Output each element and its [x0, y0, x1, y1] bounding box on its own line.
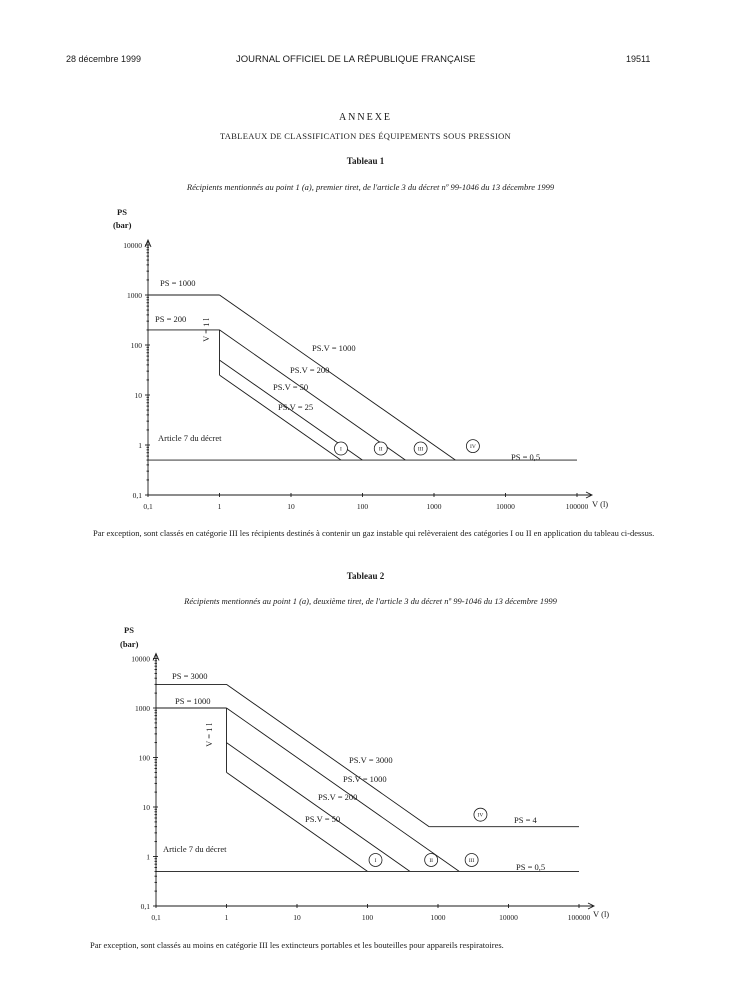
v-line-label: V = 1 l — [204, 723, 214, 747]
category-marker — [369, 853, 382, 866]
header-date: 28 décembre 1999 — [66, 54, 142, 64]
y-tick-label: 1 — [146, 852, 150, 862]
y-tick-label: 10 — [134, 391, 142, 400]
series-label: PS.V = 25 — [278, 402, 314, 412]
series-label: PS.V = 1000 — [343, 774, 387, 784]
x-tick-label: 100 — [361, 913, 374, 922]
y-tick-label: 100 — [130, 341, 142, 350]
v-line-label: V = 1 l — [201, 318, 211, 342]
ps-mid-label: PS = 4 — [514, 815, 537, 825]
y-tick-label: 10000 — [123, 241, 142, 250]
y-axis-label: PS — [124, 625, 134, 635]
header-page: 19511 — [626, 54, 651, 64]
series-ps-v-50 — [227, 772, 368, 871]
article-label: Article 7 du décret — [163, 844, 227, 854]
series-label: PS.V = 200 — [318, 792, 358, 802]
category-marker — [465, 853, 478, 866]
table2-title: Tableau 2 — [346, 571, 385, 581]
y-tick-label: 1000 — [135, 704, 150, 713]
article-label: Article 7 du décret — [158, 433, 222, 443]
x-tick-label: 10 — [293, 913, 301, 922]
y-tick-label: 100 — [138, 753, 150, 763]
x-axis-label: V (l) — [592, 499, 609, 509]
category-label: II — [378, 446, 383, 453]
x-tick-label: 1 — [224, 913, 229, 922]
series-ps-v-1000 — [227, 708, 460, 871]
series-label: PS.V = 200 — [290, 365, 330, 375]
header-journal: JOURNAL OFFICIEL DE LA RÉPUBLIQUE FRANÇAISE — [236, 54, 476, 65]
table1-title: Tableau 1 — [346, 156, 385, 166]
table2-note: Par exception, sont classés au moins en catégorie III les extincteurs portables et les bouteilles pour appareils respiratoires. — [90, 940, 504, 950]
category-label: I — [340, 446, 342, 453]
series-label: PS.V = 1000 — [312, 343, 356, 353]
y-tick-label: 1 — [138, 441, 142, 450]
series-label: PS = 1000 — [175, 696, 211, 706]
x-tick-label: 1000 — [426, 502, 442, 511]
category-label: III — [417, 446, 424, 453]
table1-note: Par exception, sont classés en catégorie III les récipients destinés à contenir un gaz instable qui relèveraient des catégories I ou II en application du tableau ci-dessus. — [93, 528, 655, 538]
x-tick-label: 1 — [217, 502, 222, 511]
series-label: PS.V = 3000 — [349, 755, 393, 765]
category-label: IV — [469, 444, 476, 451]
x-tick-label: 10000 — [499, 913, 518, 922]
x-tick-label: 10 — [287, 502, 295, 511]
category-marker — [474, 808, 487, 821]
ps-low-label: PS = 0,5 — [511, 452, 541, 462]
category-label: I — [374, 857, 377, 864]
annexe-title: ANNEXE — [338, 112, 393, 123]
x-tick-label: 0,1 — [143, 502, 153, 511]
annexe-subtitle: TABLEAUX DE CLASSIFICATION DES ÉQUIPEMENTS SOUS PRESSION — [220, 131, 511, 141]
series-label: PS = 3000 — [172, 671, 208, 681]
x-tick-label: 100000 — [567, 913, 591, 922]
y-tick-label: 10 — [142, 803, 150, 812]
y-tick-label: 10000 — [131, 654, 150, 664]
x-tick-label: 10000 — [496, 502, 515, 511]
y-tick-label: 0,1 — [132, 491, 142, 500]
x-tick-label: 0,1 — [151, 913, 161, 922]
y-axis-unit: (bar) — [113, 220, 132, 230]
series-label: PS = 200 — [155, 314, 187, 324]
series-label: PS.V = 50 — [273, 382, 309, 392]
series-ps-v-3000 — [227, 684, 430, 826]
x-axis-label: V (l) — [593, 909, 610, 919]
table2-caption: Récipients mentionnés au point 1 (a), deuxième tiret, de l'article 3 du décret nº 99-1046 du 13 décembre 1999 — [184, 596, 557, 606]
y-axis-label: PS — [117, 207, 127, 217]
category-marker — [425, 853, 438, 866]
y-tick-label: 0,1 — [140, 902, 150, 911]
x-tick-label: 100000 — [565, 502, 589, 511]
table1-caption: Récipients mentionnés au point 1 (a), premier tiret, de l'article 3 du décret nº 99-1046 du 13 décembre 1999 — [186, 182, 555, 192]
series-label: PS.V = 50 — [305, 814, 341, 824]
y-tick-label: 1000 — [127, 291, 142, 300]
category-label: IV — [477, 812, 484, 819]
category-label: II — [429, 857, 434, 864]
category-label: III — [468, 857, 475, 864]
y-axis-unit: (bar) — [120, 639, 139, 649]
series-label: PS = 1000 — [160, 278, 196, 288]
ps-low-label: PS = 0,5 — [516, 862, 546, 872]
x-tick-label: 1000 — [430, 913, 446, 922]
x-tick-label: 100 — [356, 502, 369, 511]
